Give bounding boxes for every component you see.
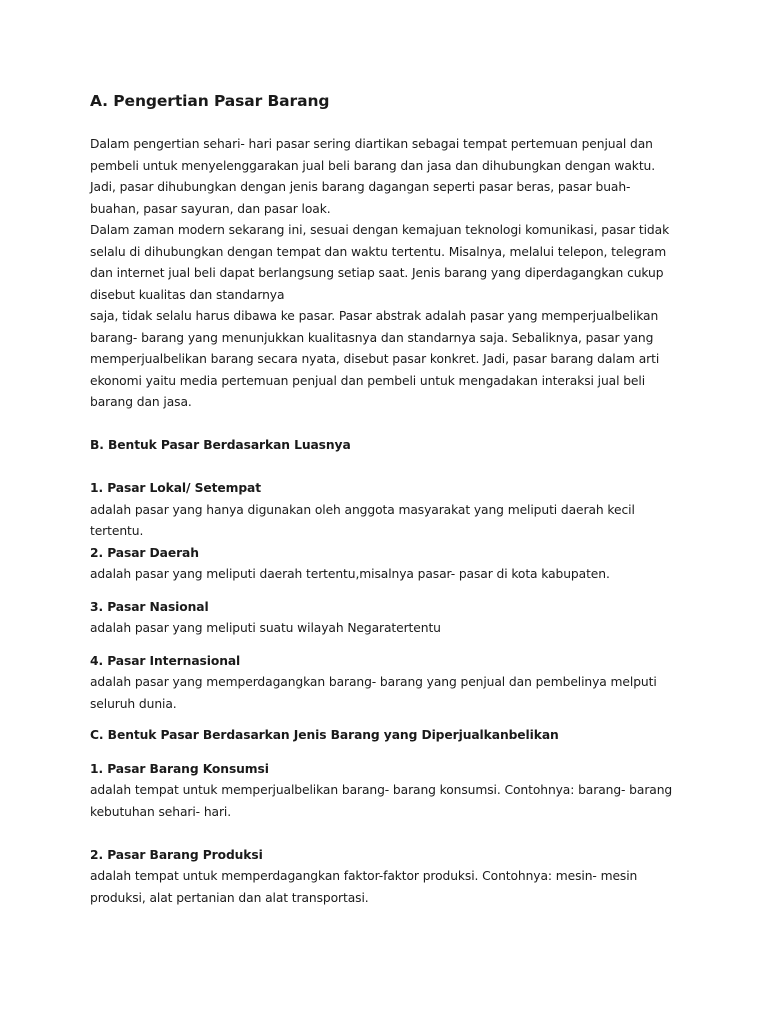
section-c-item-barang-produksi (90, 845, 690, 910)
item-title: 4. Pasar Internasional (90, 653, 241, 668)
item-text: adalah tempat untuk memperdagangkan faktor-faktor produksi. Contohnya: mesin- mesin (90, 869, 638, 883)
intro-line: Dalam pengertian sehari- hari pasar sering diartikan sebagai tempat pertemuan penjual dan (90, 137, 653, 151)
spacer (90, 414, 690, 436)
item-title: 2. Pasar Daerah (90, 545, 199, 560)
section-c-item-barang-konsumsi (90, 759, 690, 824)
intro-line: pembeli untuk menyelenggarakan jual beli barang dan jasa dan dihubungkan dengan waktu. (90, 158, 656, 173)
intro-line: disebut kualitas dan standarnya (90, 287, 285, 302)
item-text: adalah pasar yang memperdagangkan barang- barang yang penjual dan pembelinya melputi (90, 675, 657, 689)
item-title: 1. Pasar Barang Konsumsi (90, 761, 269, 776)
section-b-item-pasar-internasional (90, 651, 690, 716)
item-text: tertentu. (90, 524, 144, 538)
intro-line: Jadi, pasar dihubungkan dengan jenis barang dagangan seperti pasar beras, pasar buah- (90, 180, 631, 194)
intro-line: dan internet jual beli dapat berlangsung setiap saat. Jenis barang yang diperdagangkan cukup (90, 266, 664, 280)
document-body (90, 91, 690, 909)
spacer (90, 586, 690, 597)
intro-line: buahan, pasar sayuran, dan pasar loak. (90, 201, 331, 216)
intro-line: barang- barang yang menunjukkan kualitasnya dan standarnya saja. Sebaliknya, pasar yang (90, 330, 654, 345)
item-text: produksi, alat pertanian dan alat transportasi. (90, 890, 369, 905)
intro-line: barang dan jasa. (90, 395, 192, 409)
section-b-item-pasar-nasional (90, 597, 690, 640)
spacer (90, 715, 690, 725)
intro-paragraph (90, 134, 690, 414)
section-b-title: B. Bentuk Pasar Berdasarkan Luasnya (90, 438, 351, 452)
intro-line: Dalam zaman modern sekarang ini, sesuai dengan kemajuan teknologi komunikasi, pasar tidak (90, 223, 670, 237)
intro-line: ekonomi yaitu media pertemuan penjual dan pembeli untuk mengadakan interaksi jual beli (90, 373, 646, 388)
spacer (90, 747, 690, 759)
item-title: 3. Pasar Nasional (90, 599, 209, 614)
item-text: adalah tempat untuk memperjualbelikan barang- barang konsumsi. Contohnya: barang- barang (90, 783, 673, 797)
spacer (90, 640, 690, 651)
intro-line: memperjualbelikan barang secara nyata, disebut pasar konkret. Jadi, pasar barang dalam arti (90, 352, 660, 366)
item-text: adalah pasar yang meliputi suatu wilayah Negaratertentu (90, 621, 441, 635)
item-title: 2. Pasar Barang Produksi (90, 847, 263, 862)
section-c-title: C. Bentuk Pasar Berdasarkan Jenis Barang yang Diperjualkanbelikan (90, 728, 559, 742)
section-b-item-pasar-daerah (90, 543, 690, 586)
section-b-item-pasar-lokal (90, 478, 690, 543)
spacer (90, 823, 690, 845)
spacer (90, 457, 690, 479)
item-title: 1. Pasar Lokal/ Setempat (90, 481, 262, 495)
item-text: kebutuhan sehari- hari. (90, 804, 232, 819)
heading-pengertian-pasar-barang: A. Pengertian Pasar Barang (90, 92, 330, 110)
intro-line: selalu di dihubungkan dengan tempat dan waktu tertentu. Misalnya, melalui telepon, telegram (90, 244, 667, 259)
intro-line: saja, tidak selalu harus dibawa ke pasar. Pasar abstrak adalah pasar yang memperjualbelikan (90, 309, 659, 323)
item-text: seluruh dunia. (90, 696, 177, 711)
item-text: adalah pasar yang meliputi daerah tertentu,misalnya pasar- pasar di kota kabupaten. (90, 567, 610, 581)
item-text: adalah pasar yang hanya digunakan oleh anggota masyarakat yang meliputi daerah kecil (90, 502, 635, 517)
